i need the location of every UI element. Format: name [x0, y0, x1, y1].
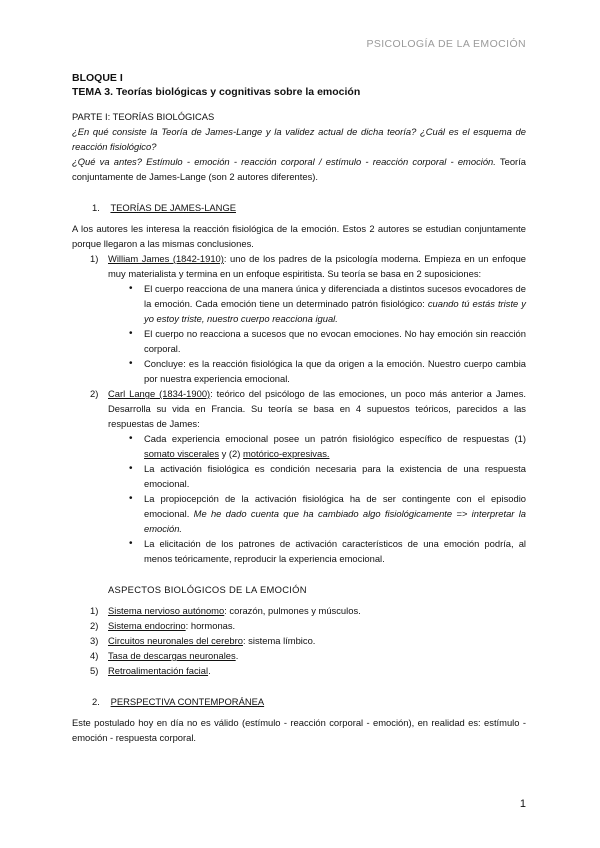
- part-heading: PARTE I: TEORÍAS BIOLÓGICAS: [72, 111, 215, 122]
- theme-title: TEMA 3. Teorías biológicas y cognitivas sobre la emoción: [72, 86, 361, 98]
- list-item: 3) Circuitos neuronales del cerebro: sistema límbico.: [90, 635, 316, 646]
- list-item: • Concluye: es la reacción fisiológica la que da origen a la emoción. Nuestro cuerpo cambia por nuestra experiencia emocional.: [108, 356, 526, 386]
- author-item-lange: [72, 386, 526, 566]
- list-item: 1) Sistema nervioso autónomo: corazón, pulmones y músculos.: [90, 605, 361, 616]
- section-2-heading: [92, 694, 526, 709]
- block-title: BLOQUE I: [72, 72, 123, 84]
- author-name: Carl Lange (1834-1900): [108, 388, 211, 399]
- author-item-james: [72, 251, 526, 386]
- guiding-question: ¿En qué consiste la Teoría de James-Lange y la validez actual de dicha teoría? ¿Cuál es el esquema de reacción fisiológico?: [72, 126, 526, 152]
- section-1-heading: [92, 200, 526, 215]
- author-description: : uno de los padres de la psicología moderna. Empieza en un enfoque muy materialista y termina en un enfoque espiritista. Su teoría se basa en 2 suposiciones:: [108, 253, 527, 279]
- section-number: 1.: [92, 202, 100, 213]
- item-number: 1): [90, 253, 99, 264]
- question-italic: ¿Qué va antes? Estímulo - emoción - reacción corporal / estímulo - reacción corporal - emoción.: [72, 156, 496, 167]
- section-title: PERSPECTIVA CONTEMPORÁNEA: [110, 696, 265, 707]
- aspects-list: [72, 603, 526, 678]
- list-item: • El cuerpo no reacciona a sucesos que no evocan emociones. No hay emoción sin reacción corporal.: [108, 326, 526, 356]
- list-item: • El cuerpo reacciona de una manera única y diferenciada a distintos sucesos evocadores de la emoción. Cada emoción tiene un determinado patrón fisiológico: cuando tú estás triste y yo estoy triste, nuestro cuerpo reacciona igual.: [108, 281, 526, 326]
- list-item: 4) Tasa de descargas neuronales.: [90, 650, 239, 661]
- james-assumptions: [108, 281, 526, 386]
- question-plain: Teoría conjuntamente de James-Lange (son 2 autores diferentes).: [72, 156, 526, 182]
- list-item: 2) Sistema endocrino: hormonas.: [90, 620, 236, 631]
- guiding-question-2: [72, 154, 526, 184]
- section-1-intro: A los autores les interesa la reacción fisiológica de la emoción. Estos 2 autores se estudian conjuntamente porque llegaron a las mismas conclusiones.: [72, 223, 526, 249]
- author-description: : teórico del psicólogo de las emociones, un poco más anterior a James. Desarrolla su vida en Francia. Su teoría se basa en 4 supuestos teóricos, parecidos a las respuestas de James:: [108, 388, 527, 429]
- item-number: 2): [90, 388, 99, 399]
- list-item: • Cada experiencia emocional posee un patrón fisiológico específico de respuestas (1) somato viscerales y (2) motórico-expresivas.: [108, 431, 526, 461]
- section-number: 2.: [92, 696, 100, 707]
- list-item: • La elicitación de los patrones de activación característicos de una emoción podría, al menos teóricamente, reproducir la experiencia emocional.: [108, 536, 526, 566]
- aspects-heading: ASPECTOS BIOLÓGICOS DE LA EMOCIÓN: [108, 584, 307, 595]
- running-header: PSICOLOGÍA DE LA EMOCIÓN: [366, 38, 526, 50]
- list-item: • La activación fisiológica es condición necesaria para la existencia de una respuesta emocional.: [108, 461, 526, 491]
- author-list: [72, 251, 526, 566]
- section-2-text: Este postulado hoy en día no es válido (estímulo - reacción corporal - emoción), en realidad es: estímulo - emoción - respuesta corporal.: [72, 717, 526, 743]
- author-name: William James (1842-1910): [108, 253, 224, 264]
- page-content: [72, 72, 526, 745]
- list-item: 5) Retroalimentación facial.: [90, 665, 211, 676]
- lange-assumptions: [108, 431, 526, 566]
- list-item: • La propiocepción de la activación fisiológica ha de ser contingente con el episodio emocional. Me he dado cuenta que ha cambiado algo fisiológicamente => interpretar la emoción.: [108, 491, 526, 536]
- page-number: 1: [519, 798, 526, 810]
- section-title: TEORÍAS DE JAMES-LANGE: [110, 202, 236, 213]
